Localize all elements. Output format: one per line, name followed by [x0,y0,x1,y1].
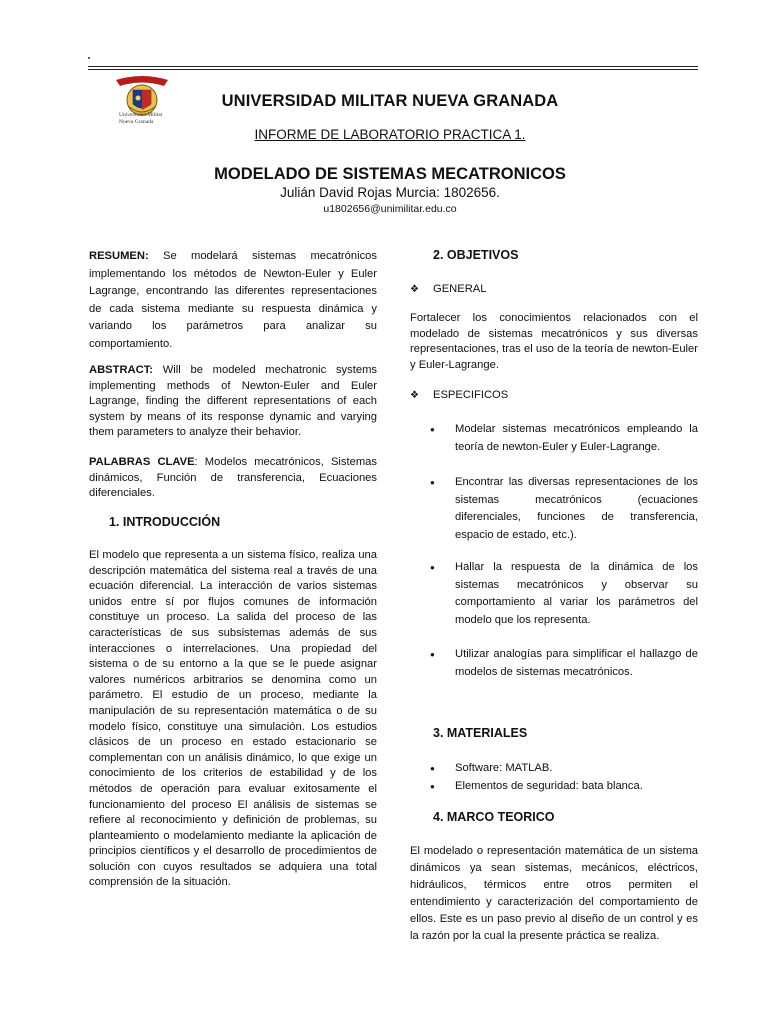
bullet-icon: ● [430,478,435,487]
author-email: u1802656@unimilitar.edu.co [323,203,457,215]
diamond-bullet-icon: ❖ [410,284,419,295]
report-title: INFORME DE LABORATORIO PRACTICA 1. [254,127,526,142]
diamond-bullet-icon: ❖ [410,390,419,401]
resumen-text: Se modelará sistemas mecatrónicos implementando los métodos de Newton-Euler y Euler Lagrange, encontrando las diferentes representaciones de cada sistema mediante su respuesta dinámica y variando los parámetros para analizar su comportamiento. [89,250,377,350]
resumen-paragraph [89,248,377,353]
materiales-heading: 3. MATERIALES [433,726,528,740]
abstract-paragraph [89,363,377,441]
objective-bullet: ● Utilizar analogías para simplificar el hallazgo de modelos de sistemas mecatrónicos. [430,646,698,681]
objective-bullet: ● Hallar la respuesta de la dinámica de los sistemas mecatrónicos y observar su comportamiento al variar los parámetros del modelo que los representa. [430,559,698,629]
resumen-label: RESUMEN: [89,250,149,262]
intro-paragraph: El modelo que representa a un sistema físico, realiza una descripción matemática del sistema real a través de una ecuación diferencial. La interacción de varios sistemas unidos entre sí por flujos comunes de información constituye un proceso. La salida del proceso de las características de sus subsistemas además de sus interacciones o interrelaciones. Una propiedad del sistema o de su entorno a la que se le puede asignar valores numéricos arbitrarios se denomina como un parámetro. El estudio de un proceso, mediante la manipulación de su representación matemática o de su modelo físico, constituye una simulación. Los estudios clásicos de un proceso en estado estacionario se complementan con un análisis dinámico, lo que exige un conocimiento de los criterios de estabilidad y de los métodos de operación para evaluar exitosamente el funcionamiento del proceso El análisis de sistemas se refiere al reconocimiento y definición de problemas, su planteamiento o modelamiento mediante la aplicación de principios científicos y el desarrollo de procedimientos de solución con cuyos resultados se adquiera una total comprensión de la situación. [89,549,377,889]
general-paragraph: Fortalecer los conocimientos relacionados con el modelado de sistemas mecatrónicos y sus diversas representaciones, tras el uso de la teoría de newton-Euler y Euler-Lagrange. [410,312,698,371]
paper-title: MODELADO DE SISTEMAS MECATRONICOS [214,165,566,183]
page-mark [88,57,90,59]
keywords-label: PALABRAS CLAVE [89,456,195,468]
intro-heading: 1. INTRODUCCIÓN [109,515,221,529]
material-item: ● Software: MATLAB. [430,760,698,778]
bullet-icon: ● [430,425,435,434]
bullet-icon: ● [430,563,435,572]
bullet-icon: ● [430,764,435,773]
marco-paragraph: El modelado o representación matemática de un sistema dinámicos ya sean sistemas, mecánicos, eléctricos, hidráulicos, térmicos entre otros permiten el entendimiento y caracterización del comportamiento de ellos. Este es un paso previo al diseño de un control y es la razón por la cual la presente práctica se realiza. [410,845,698,942]
bullet-icon: ● [430,650,435,659]
abstract-label: ABSTRACT: [89,364,154,376]
objective-bullet: ● Encontrar las diversas representaciones de los sistemas mecatrónicos (ecuaciones diferenciales, funciones de transferencia, espacio de estado, etc.). [430,474,698,544]
general-label: ❖ GENERAL [410,282,698,298]
logo-caption: Universidad Militar Nueva Granada [119,112,163,125]
especificos-label: ❖ ESPECIFICOS [410,388,698,404]
keywords-text: : Modelos mecatrónicos, Sistemas dinámicos, Función de transferencia, Ecuaciones diferenciales. [89,456,377,500]
header-rule [88,66,698,70]
author-line: Julián David Rojas Murcia: 1802656. [280,185,500,200]
objetivos-heading: 2. OBJETIVOS [433,248,519,262]
marco-heading: 4. MARCO TEORICO [433,810,555,824]
keywords-paragraph [89,455,377,502]
university-name: UNIVERSIDAD MILITAR NUEVA GRANADA [221,92,559,110]
bullet-icon: ● [430,782,435,791]
material-item: ● Elementos de seguridad: bata blanca. [430,778,698,796]
abstract-text: Will be modeled mechatronic systems implementing methods of Newton-Euler and Euler Lagrange, finding the different representations of each system by means of its response dynamic and varying them parameters to analyze their behavior. [89,364,377,439]
objective-bullet: ● Modelar sistemas mecatrónicos empleando la teoría de newton-Euler y Euler-Lagrange. [430,421,698,456]
